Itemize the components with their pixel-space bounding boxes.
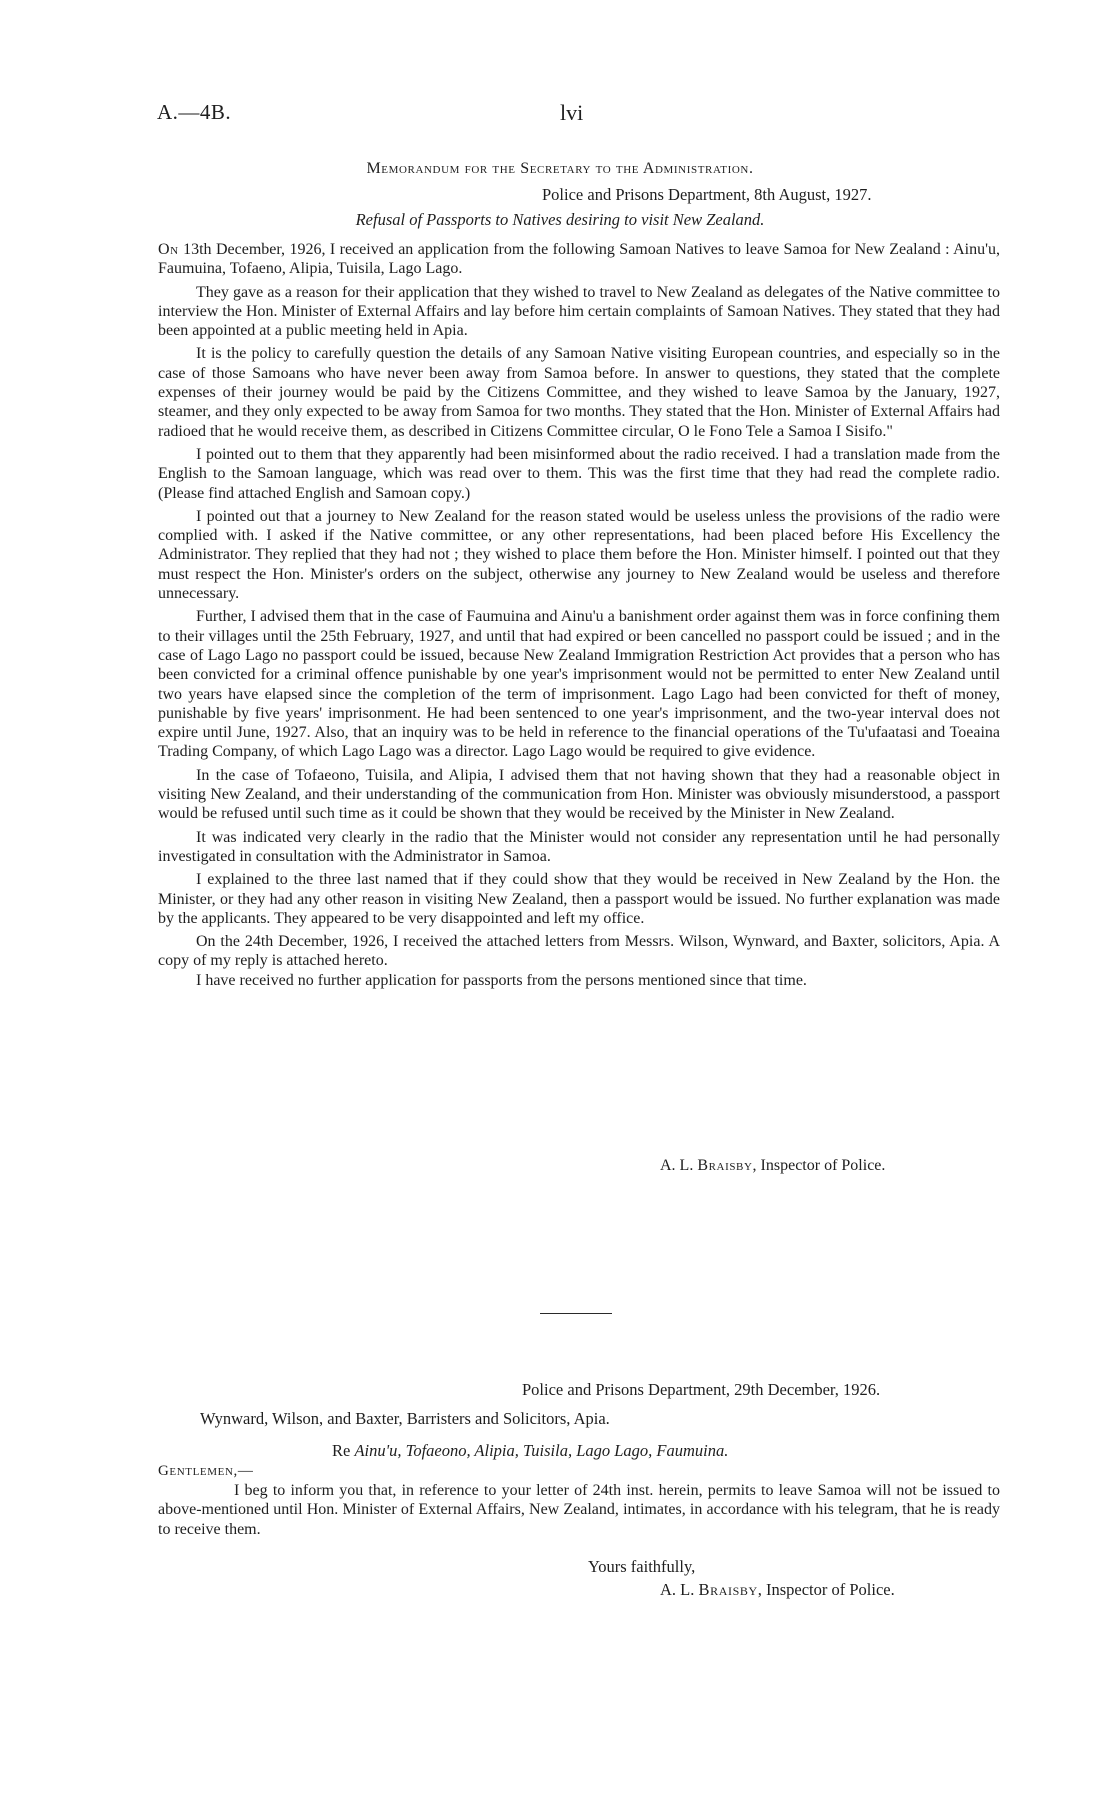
- signature-name: Braisby: [697, 1157, 753, 1174]
- letter-addressee: Wynward, Wilson, and Baxter, Barristers and Solicitors, Apia.: [200, 1409, 610, 1428]
- re-label: Re: [332, 1441, 355, 1460]
- signature-title: , Inspector of Police.: [752, 1157, 886, 1174]
- page-number: lvi: [560, 100, 584, 125]
- signature-name: Braisby: [698, 1580, 758, 1599]
- memorandum-department-date: Police and Prisons Department, 8th August, 1927.: [542, 185, 872, 204]
- memorandum-subject: Refusal of Passports to Natives desiring to visit New Zealand.: [355, 210, 765, 229]
- memorandum-body: [158, 240, 1000, 994]
- letter-salutation: Gentlemen,—: [158, 1463, 254, 1479]
- letter-signature: [660, 1580, 895, 1600]
- memorandum-paragraph: In the case of Tofaeono, Tuisila, and Alipia, I advised them that not having shown that they had a reasonable object in visiting New Zealand, and their understanding of the communication from Hon. Minister was obviously misunderstood, a passport would be refused until such time as it could be shown that they would be received by the Minister in New Zealand.: [158, 766, 1000, 823]
- memorandum-signature: [660, 1157, 885, 1175]
- memorandum-paragraph: On the 24th December, 1926, I received the attached letters from Messrs. Wilson, Wynward, and Baxter, solicitors, Apia. A copy of my reply is attached hereto.: [158, 933, 1000, 970]
- memorandum-paragraph: I explained to the three last named that if they could show that they would be received in New Zealand by the Hon. the Minister, or they had any other reason in visiting New Zealand, then a passport would be issued. No further explanation was made by the applicants. They appeared to be very disappointed and left my office.: [158, 871, 1000, 927]
- memorandum-title: Memorandum for the Secretary to the Administration.: [366, 160, 754, 177]
- letter-re-line: [332, 1441, 728, 1461]
- memorandum-paragraph: It is the policy to carefully question the details of any Samoan Native visiting European countries, and especially so in the case of those Samoans who have never been away from Samoa before. In answer to questions, they stated that the complete expenses of their journey would be paid by the Citizens Committee, and they wished to leave Samoa by the January, 1927, steamer, and they only expected to be away from Samoa for two months. They stated that the Hon. Minister of External Affairs had radioed that he would receive them, as described in Citizens Committee circular, O le Fono Tele a Samoa I Sisifo.": [158, 345, 1000, 440]
- memorandum-paragraph: [158, 240, 1000, 279]
- letter-department-date: Police and Prisons Department, 29th December, 1926.: [522, 1380, 881, 1399]
- letter-closing: Yours faithfully,: [588, 1557, 696, 1576]
- memorandum-paragraph: I have received no further application for passports from the persons mentioned since that time.: [196, 971, 807, 989]
- memorandum-paragraph: It was indicated very clearly in the radio that the Minister would not consider any representation until he had personally investigated in consultation with the Administrator in Samoa.: [158, 828, 1000, 865]
- opening-word: On: [158, 241, 179, 258]
- signature-title: , Inspector of Police.: [757, 1580, 895, 1599]
- signature-initials: A. L.: [660, 1157, 698, 1174]
- re-subject: Ainu'u, Tofaeono, Alipia, Tuisila, Lago Lago, Faumuina.: [354, 1441, 729, 1460]
- signature-initials: A. L.: [660, 1580, 699, 1599]
- memorandum-paragraph: I pointed out that a journey to New Zealand for the reason stated would be useless unless the provisions of the radio were complied with. I asked if the Native committee, or any other representations, had been placed before His Excellency the Administrator. They replied that they had not ; they wished to place them before the Hon. Minister himself. I pointed out that they must respect the Hon. Minister's orders on the subject, otherwise any journey to New Zealand would be useless and therefore unnecessary.: [158, 507, 1000, 603]
- document-reference: A.—4B.: [157, 100, 232, 124]
- memorandum-paragraph: I pointed out to them that they apparently had been misinformed about the radio received. I had a translation made from the English to the Samoan language, which was read over to them. This was the first time that they had read the complete radio. (Please find attached English and Samoan copy.): [158, 445, 1000, 502]
- section-separator: [540, 1313, 612, 1314]
- memorandum-paragraph: They gave as a reason for their application that they wished to travel to New Zealand as delegates of the Native committee to interview the Hon. Minister of External Affairs and lay before him certain complaints of Samoan Natives. They stated that they had been appointed at a public meeting held in Apia.: [158, 283, 1000, 340]
- memorandum-paragraph: Further, I advised them that in the case of Faumuina and Ainu'u a banishment order against them was in force confining them to their villages until the 25th February, 1927, and until that had expired or been cancelled no passport could be issued ; and in the case of Lago Lago no passport could be issued, because New Zealand Immigration Restriction Act provides that a person who has been convicted for a criminal offence punishable by one year's imprisonment would not be permitted to enter New Zealand until two years have elapsed since the completion of the term of imprisonment. Lago Lago had been convicted for theft of money, punishable by five years' imprisonment. He had been sentenced to one year's imprisonment, and the two-year interval does not expire until June, 1927. Also, that an inquiry was to be held in reference to the financial operations of the Tu'ufaatasi and Toeaina Trading Company, of which Lago Lago was a director. Lago Lago would be required to give evidence.: [158, 608, 1000, 761]
- letter-body: I beg to inform you that, in reference to your letter of 24th inst. herein, permits to leave Samoa will not be issued to above-mentioned until Hon. Minister of External Affairs, New Zealand, intimates, in accordance with his telegram, that he is ready to receive them.: [158, 1482, 1000, 1538]
- paragraph-text: 13th December, 1926, I received an application from the following Samoan Natives to leave Samoa for New Zealand : Ainu'u, Faumuina, Tofaeno, Alipia, Tuisila, Lago Lago.: [158, 241, 1000, 278]
